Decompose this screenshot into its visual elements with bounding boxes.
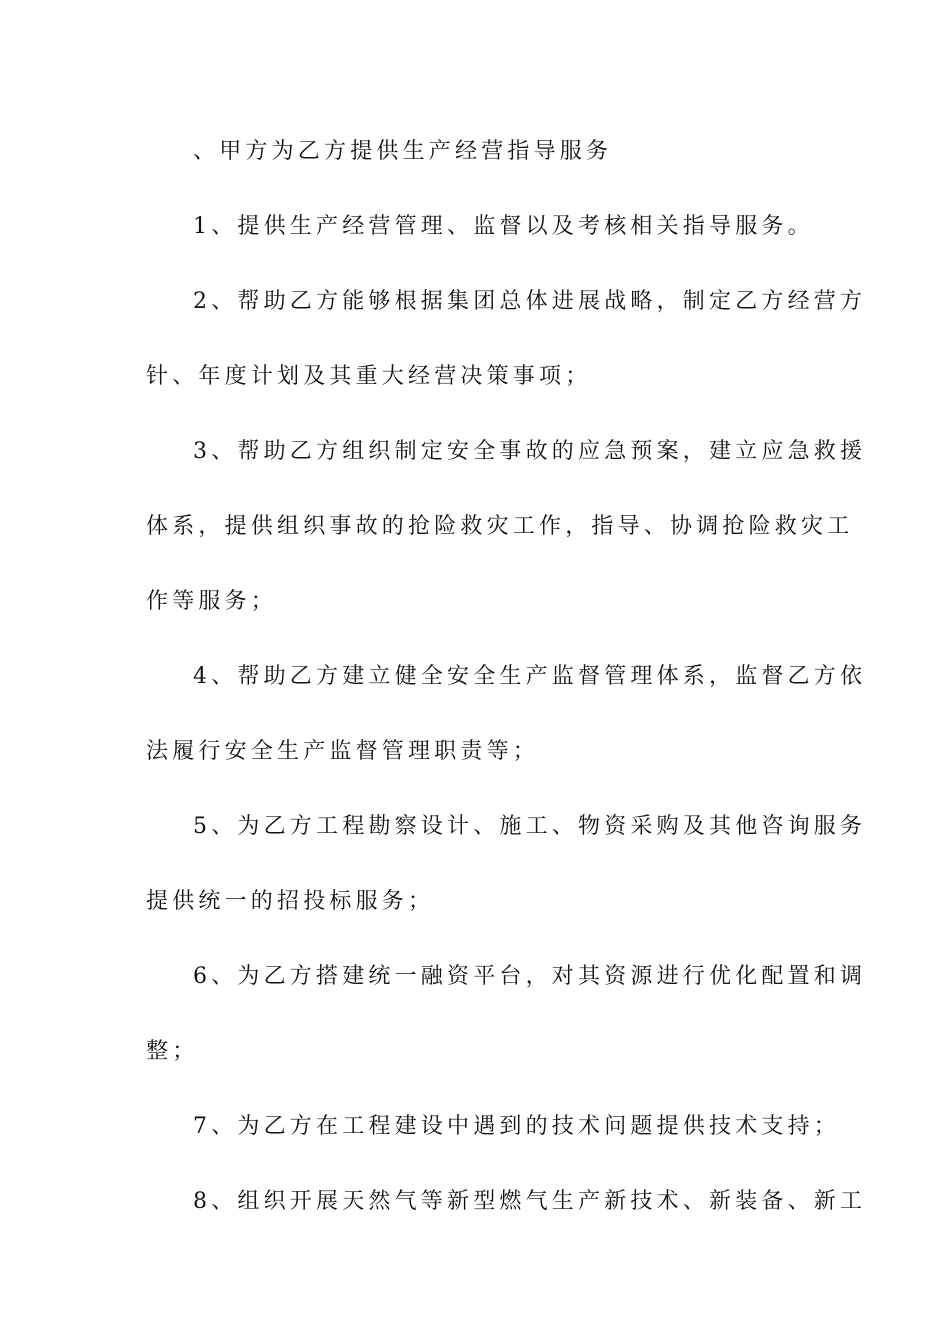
paragraph-line: 2、帮助乙方能够根据集团总体进展战略，制定乙方经营方 [193, 289, 867, 314]
paragraph-line: 3、帮助乙方组织制定安全事故的应急预案，建立应急救援 [193, 439, 867, 464]
paragraph-line: 作等服务； [146, 589, 278, 614]
paragraph-line: 7、为乙方在工程建设中遇到的技术问题提供技术支持； [193, 1114, 840, 1139]
paragraph-line: 提供统一的招投标服务； [146, 889, 435, 914]
paragraph-line: 整； [146, 1039, 199, 1064]
paragraph-line: 5、为乙方工程勘察设计、施工、物资采购及其他咨询服务 [193, 814, 867, 839]
paragraph-line: 1、提供生产经营管理、监督以及考核相关指导服务。 [193, 214, 814, 239]
section-heading: 、甲方为乙方提供生产经营指导服务 [193, 139, 613, 164]
paragraph-line: 针、年度计划及其重大经营决策事项； [146, 364, 592, 389]
paragraph-line: 法履行安全生产监督管理职责等； [146, 739, 540, 764]
paragraph-line: 4、帮助乙方建立健全安全生产监督管理体系，监督乙方依 [193, 664, 867, 689]
paragraph-line: 6、为乙方搭建统一融资平台，对其资源进行优化配置和调 [193, 964, 867, 989]
paragraph-line: 体系，提供组织事故的抢险救灾工作，指导、协调抢险救灾工 [146, 514, 854, 539]
paragraph-line: 8、组织开展天然气等新型燃气生产新技术、新装备、新工 [193, 1189, 867, 1214]
